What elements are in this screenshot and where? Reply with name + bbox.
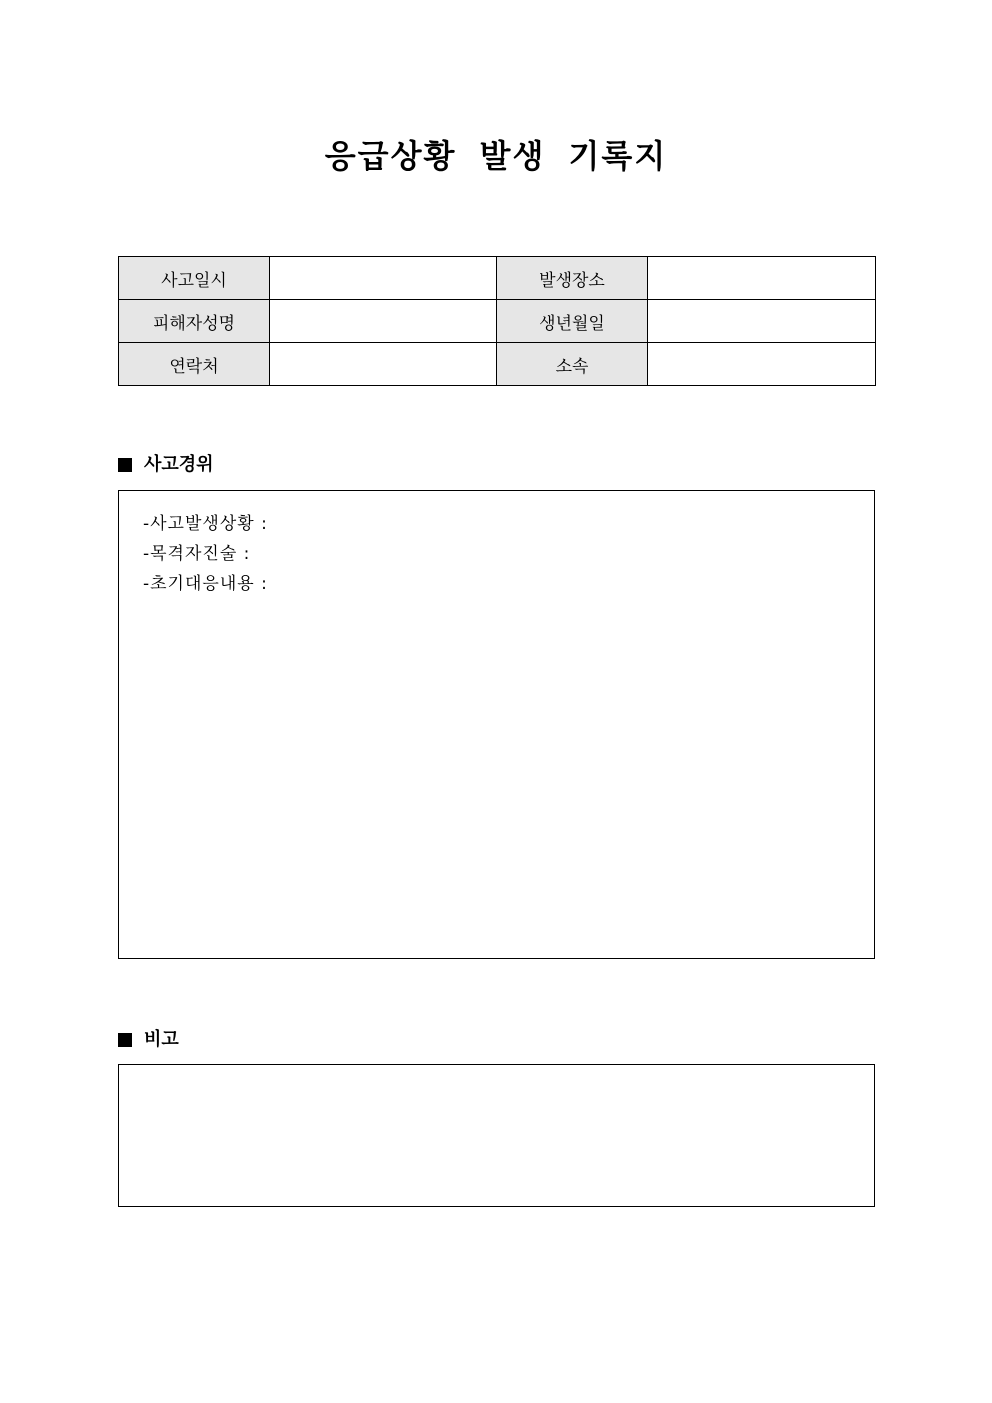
remarks-section-title: 비고 <box>144 1029 179 1050</box>
table-row <box>119 300 876 343</box>
victim-name-field[interactable] <box>270 300 497 343</box>
incident-location-label: 발생장소 <box>497 257 648 300</box>
birth-date-label: 생년월일 <box>497 300 648 343</box>
remarks-section-heading <box>118 1028 179 1052</box>
table-row <box>119 257 876 300</box>
remarks-content <box>119 1065 874 1083</box>
incident-situation-line: -사고발생상황 : <box>143 514 268 534</box>
incident-section-heading <box>118 453 214 477</box>
incident-details-box[interactable] <box>118 490 875 959</box>
initial-response-line: -초기대응내용 : <box>143 574 268 594</box>
square-bullet-icon <box>118 1033 132 1047</box>
contact-label: 연락처 <box>119 343 270 386</box>
victim-name-label: 피해자성명 <box>119 300 270 343</box>
table-row <box>119 343 876 386</box>
incident-location-field[interactable] <box>648 257 876 300</box>
square-bullet-icon <box>118 458 132 472</box>
birth-date-field[interactable] <box>648 300 876 343</box>
witness-statement-line: -목격자진술 : <box>143 544 251 564</box>
contact-field[interactable] <box>270 343 497 386</box>
incident-datetime-field[interactable] <box>270 257 497 300</box>
affiliation-label: 소속 <box>497 343 648 386</box>
affiliation-field[interactable] <box>648 343 876 386</box>
incident-datetime-label: 사고일시 <box>119 257 270 300</box>
remarks-box[interactable] <box>118 1064 875 1207</box>
incident-section-title: 사고경위 <box>144 454 214 475</box>
incident-info-table <box>118 256 876 386</box>
page-title: 응급상황 발생 기록지 <box>324 137 668 175</box>
